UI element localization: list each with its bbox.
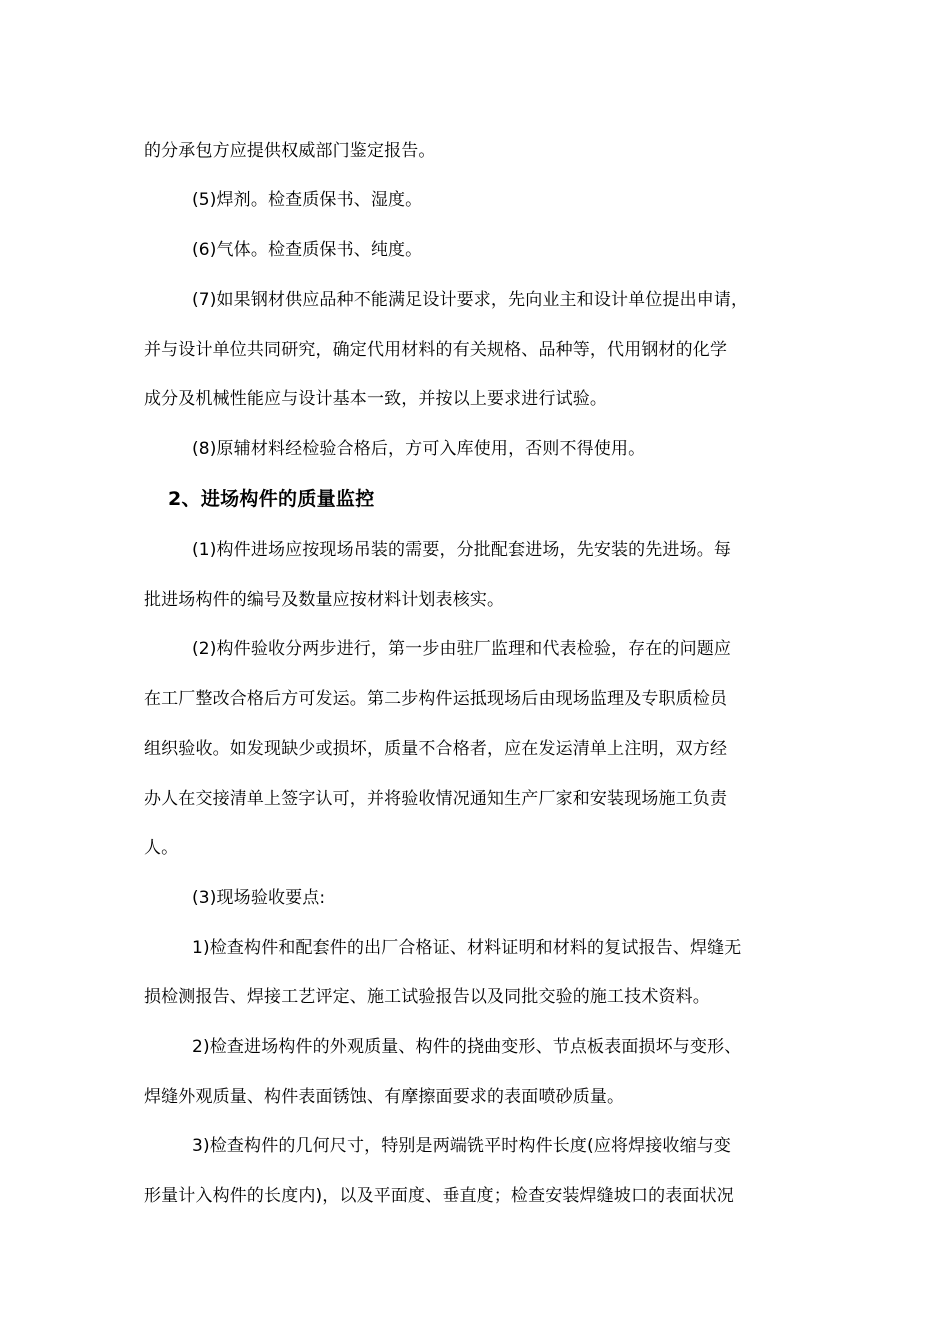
paragraph-line: 并与设计单位共同研究，确定代用材料的有关规格、品种等，代用钢材的化学: [144, 340, 728, 360]
paragraph-line: (5)焊剂。检查质保书、湿度。: [192, 190, 423, 210]
paragraph-line: 3)检查构件的几何尺寸，特别是两端铣平时构件长度(应将焊接收缩与变: [192, 1136, 732, 1156]
paragraph-line: (1)构件进场应按现场吊装的需要，分批配套进场，先安装的先进场。每: [192, 540, 732, 560]
paragraph-line: 1)检查构件和配套件的出厂合格证、材料证明和材料的复试报告、焊缝无: [192, 938, 742, 958]
paragraph-line: 批进场构件的编号及数量应按材料计划表核实。: [144, 590, 505, 610]
paragraph-line: 成分及机械性能应与设计基本一致，并按以上要求进行试验。: [144, 389, 608, 409]
section-heading: 2、进场构件的质量监控: [168, 488, 375, 510]
paragraph-line: 焊缝外观质量、构件表面锈蚀、有摩擦面要求的表面喷砂质量。: [144, 1087, 625, 1107]
paragraph-line: 人。: [144, 838, 179, 858]
paragraph-line: 损检测报告、焊接工艺评定、施工试验报告以及同批交验的施工技术资料。: [144, 987, 710, 1007]
paragraph-line: (2)构件验收分两步进行，第一步由驻厂监理和代表检验，存在的问题应: [192, 639, 732, 659]
paragraph-line: (7)如果钢材供应品种不能满足设计要求，先向业主和设计单位提出申请，: [192, 290, 749, 310]
paragraph-line: 2)检查进场构件的外观质量、构件的挠曲变形、节点板表面损坏与变形、: [192, 1037, 742, 1057]
paragraph-line: 组织验收。如发现缺少或损坏，质量不合格者，应在发运清单上注明，双方经: [144, 739, 728, 759]
paragraph-line: 办人在交接清单上签字认可，并将验收情况通知生产厂家和安装现场施工负责: [144, 789, 728, 809]
paragraph-line: (6)气体。检查质保书、纯度。: [192, 240, 423, 260]
paragraph-line: (8)原辅材料经检验合格后，方可入库使用，否则不得使用。: [192, 439, 646, 459]
paragraph-line: (3)现场验收要点:: [192, 888, 326, 908]
paragraph-line: 在工厂整改合格后方可发运。第二步构件运抵现场后由现场监理及专职质检员: [144, 689, 728, 709]
paragraph-line: 形量计入构件的长度内)，以及平面度、垂直度；检查安装焊缝坡口的表面状况: [144, 1186, 734, 1206]
paragraph-line: 的分承包方应提供权威部门鉴定报告。: [144, 141, 436, 161]
